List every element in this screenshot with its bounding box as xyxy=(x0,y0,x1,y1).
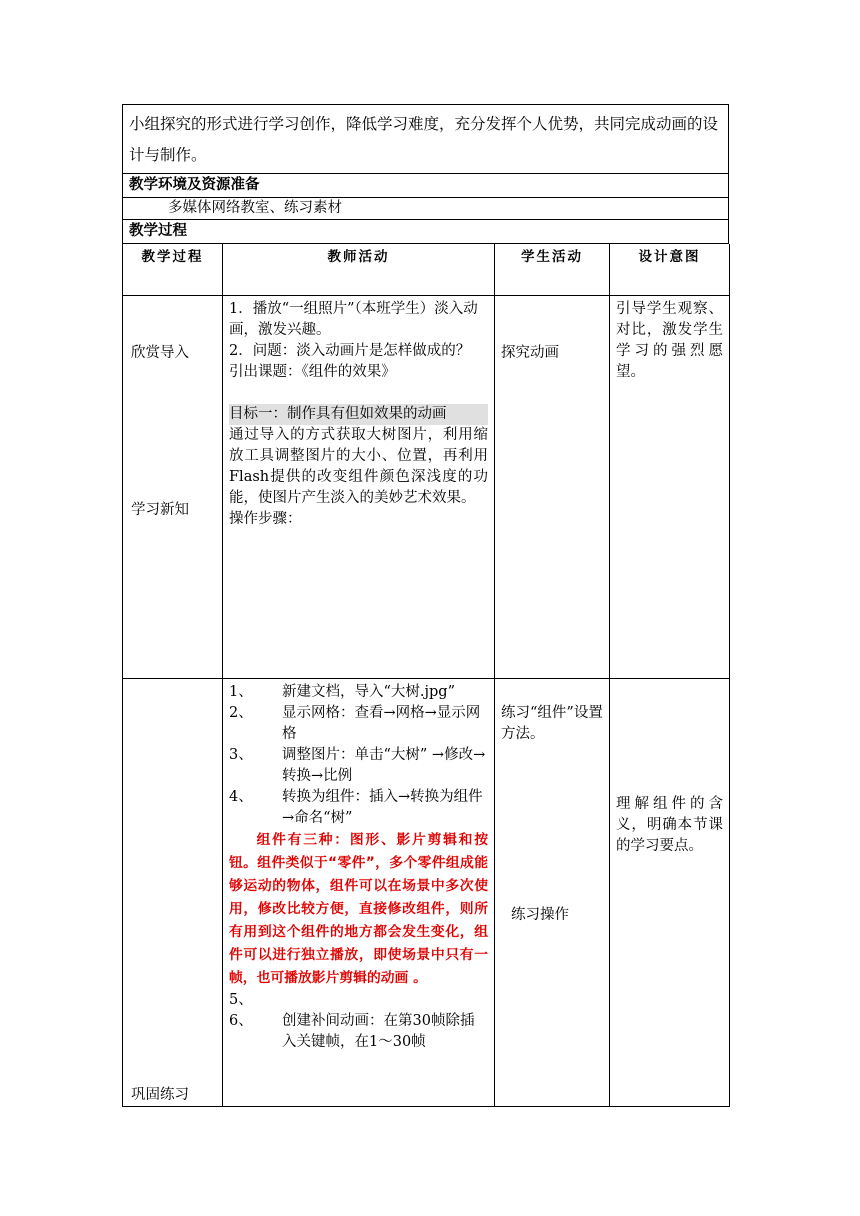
environment-text: 多媒体网络教室、练习素材 xyxy=(122,198,729,220)
goal-text: 通过导入的方式获取大树图片，利用缩放工具调整图片的大小、位置，再利用Flash提供的改变组件颜色深浅度的功能，使图片产生淡入的美妙艺术效果。 xyxy=(229,426,488,506)
stage-practice-label: 巩固练习 xyxy=(131,1086,189,1103)
student-activity-cell xyxy=(495,678,610,1106)
stage-intro-label: 欣赏导入 xyxy=(131,344,189,361)
student-practice-text: 练习“组件”设置方法。 xyxy=(501,704,603,742)
step-item xyxy=(229,1011,488,1053)
goal-label: 目标一：制作具有但如效果的动画 xyxy=(229,404,488,425)
step-text: 新建文档，导入“大树.jpg” xyxy=(282,683,455,700)
environment-heading: 教学环境及资源准备 xyxy=(122,174,729,198)
table-row xyxy=(123,678,730,1106)
step-text: 创建补间动画：在第30帧除插入关键帧，在1～30帧 xyxy=(282,1012,475,1050)
stage-new-label: 学习新知 xyxy=(131,501,189,518)
step-item xyxy=(229,682,488,703)
teacher-line: 1．播放“一组照片”（本班学生）淡入动画，激发兴趣。 xyxy=(229,300,478,338)
stage-cell xyxy=(123,678,223,1106)
step-number: 2、 xyxy=(229,704,253,721)
stage-cell xyxy=(123,295,223,678)
step-number: 1、 xyxy=(229,683,253,700)
step-text: 显示网格：查看→网格→显示网格 xyxy=(282,704,481,742)
step-text xyxy=(282,990,488,1011)
component-note: 组件有三种：图形、影片剪辑和按钮。组件类似于“零件”，多个零件组成能够运动的物体，组件可以在场景中多次使用，修改比较方便，直接修改组件，则所有用到这个组件的地方都会发生变化，组件可以进行独立播放，即使场景中只有一帧，也可播放影片剪辑的动画 。 xyxy=(229,831,488,986)
intro-paragraph: 小组探究的形式进行学习创作，降低学习难度，充分发挥个人优势，共同完成动画的设计与制作。 xyxy=(122,104,729,174)
design-intent-cell: 理解组件的含义，明确本节课的学习要点。 xyxy=(610,678,730,1106)
teacher-line: 2．问题：淡入动画片是怎样做成的？ xyxy=(229,342,471,359)
process-table xyxy=(122,244,730,1107)
teacher-activity-cell xyxy=(223,678,495,1106)
teacher-line: 引出课题：《组件的效果》 xyxy=(229,363,396,380)
table-row xyxy=(123,295,730,678)
teacher-activity-cell xyxy=(223,295,495,678)
table-header-row xyxy=(123,244,730,295)
header-student: 学生活动 xyxy=(495,244,610,295)
step-item xyxy=(229,990,488,1011)
step-number: 5、 xyxy=(229,991,253,1008)
step-text: 转换为组件：插入→转换为组件→命名“树” xyxy=(282,788,483,826)
lesson-plan-page xyxy=(122,104,729,1107)
student-operation-text: 练习操作 xyxy=(511,906,569,923)
process-heading: 教学过程 xyxy=(122,220,729,244)
student-activity-cell: 探究动画 xyxy=(495,295,610,678)
step-item xyxy=(229,745,488,787)
step-number: 6、 xyxy=(229,1012,253,1029)
step-text: 调整图片：单击“大树” →修改→转换→比例 xyxy=(282,746,486,784)
steps-label: 操作步骤： xyxy=(229,510,302,527)
step-number: 3、 xyxy=(229,746,253,763)
header-teacher: 教师活动 xyxy=(223,244,495,295)
step-item xyxy=(229,703,488,745)
design-intent-cell: 引导学生观察、对比，激发学生学习的强烈愿望。 xyxy=(610,295,730,678)
step-item xyxy=(229,787,488,829)
header-stage: 教学过程 xyxy=(123,244,223,295)
header-intent: 设计意图 xyxy=(610,244,730,295)
step-number: 4、 xyxy=(229,788,253,805)
